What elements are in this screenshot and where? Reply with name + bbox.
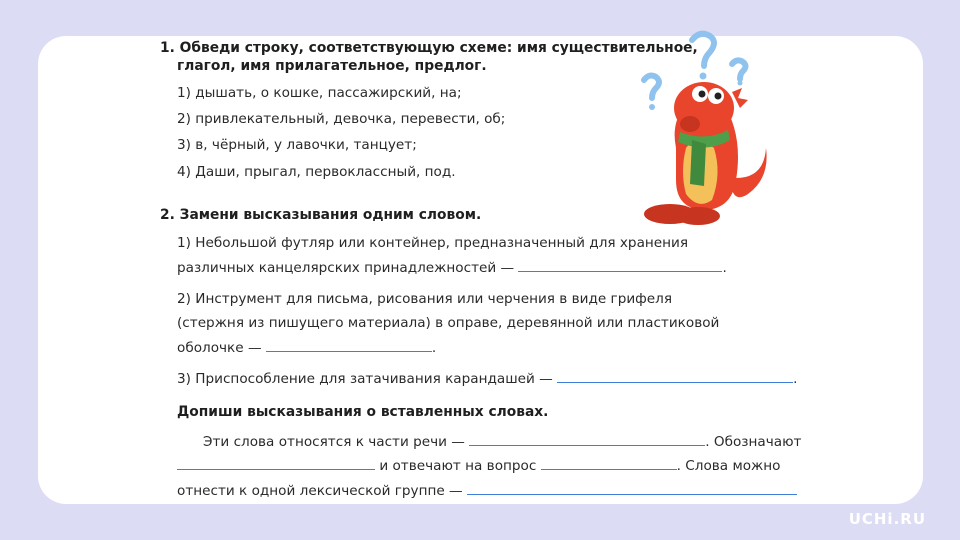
period: .	[431, 340, 437, 356]
task3-line1	[203, 432, 801, 451]
task3-line1-end: . Обозначают	[705, 434, 802, 450]
answer-blank-item1[interactable]	[518, 258, 722, 272]
answer-blank-lexical-group[interactable]	[467, 481, 797, 495]
period: .	[793, 371, 798, 387]
task2-item3	[177, 369, 797, 388]
task2-item2-line3	[177, 338, 436, 357]
answer-blank-part-of-speech[interactable]	[469, 432, 705, 446]
task1-option-2[interactable]: 2) привлекательный, девочка, перевести, об;	[177, 111, 506, 127]
task3-line2	[177, 456, 780, 475]
task2-item2-line2: (стержня из пишущего материала) в оправе, деревянной или пластиковой	[177, 315, 720, 331]
task1-option-1[interactable]: 1) дышать, о кошке, пассажирский, на;	[177, 85, 462, 101]
task3-line2-end: . Слова можно	[676, 458, 781, 474]
task1-title-line2: глагол, имя прилагательное, предлог.	[177, 58, 487, 74]
task2-item2-text: оболочке —	[177, 340, 262, 356]
uchi-ru-logo: UCHi.RU	[848, 510, 926, 528]
task1-option-4[interactable]: 4) Даши, прыгал, первоклассный, под.	[177, 164, 456, 180]
period: .	[722, 260, 727, 276]
task2-item2-line1: 2) Инструмент для письма, рисования или черчения в виде грифеля	[177, 291, 673, 307]
answer-blank-question[interactable]	[541, 456, 677, 470]
task3-title: Допиши высказывания о вставленных словах.	[177, 404, 549, 420]
answer-blank-meaning[interactable]	[177, 456, 375, 470]
task1-title-line1: 1. Обведи строку, соответствующую схеме: имя существительное,	[160, 40, 698, 56]
task2-title: 2. Замени высказывания одним словом.	[160, 207, 482, 223]
task2-item1-line1: 1) Небольшой футляр или контейнер, предназначенный для хранения	[177, 235, 689, 251]
task3-line1-text: Эти слова относятся к части речи —	[203, 434, 465, 450]
task2-item1-text: различных канцелярских принадлежностей —	[177, 260, 515, 276]
task1-option-3[interactable]: 3) в, чёрный, у лавочки, танцует;	[177, 137, 417, 153]
task2-item3-text: 3) Приспособление для затачивания карандашей —	[177, 371, 553, 387]
dragon-foot-right	[676, 207, 720, 225]
task2-item1-line2	[177, 258, 727, 277]
dragon-mascot-illustration	[628, 28, 788, 228]
answer-blank-item3[interactable]	[557, 369, 793, 383]
task3-line2-text: и отвечают на вопрос	[379, 458, 537, 474]
task3-line3-text: отнести к одной лексической группе —	[177, 483, 463, 499]
task3-line3	[177, 481, 797, 500]
answer-blank-item2[interactable]	[266, 338, 432, 352]
